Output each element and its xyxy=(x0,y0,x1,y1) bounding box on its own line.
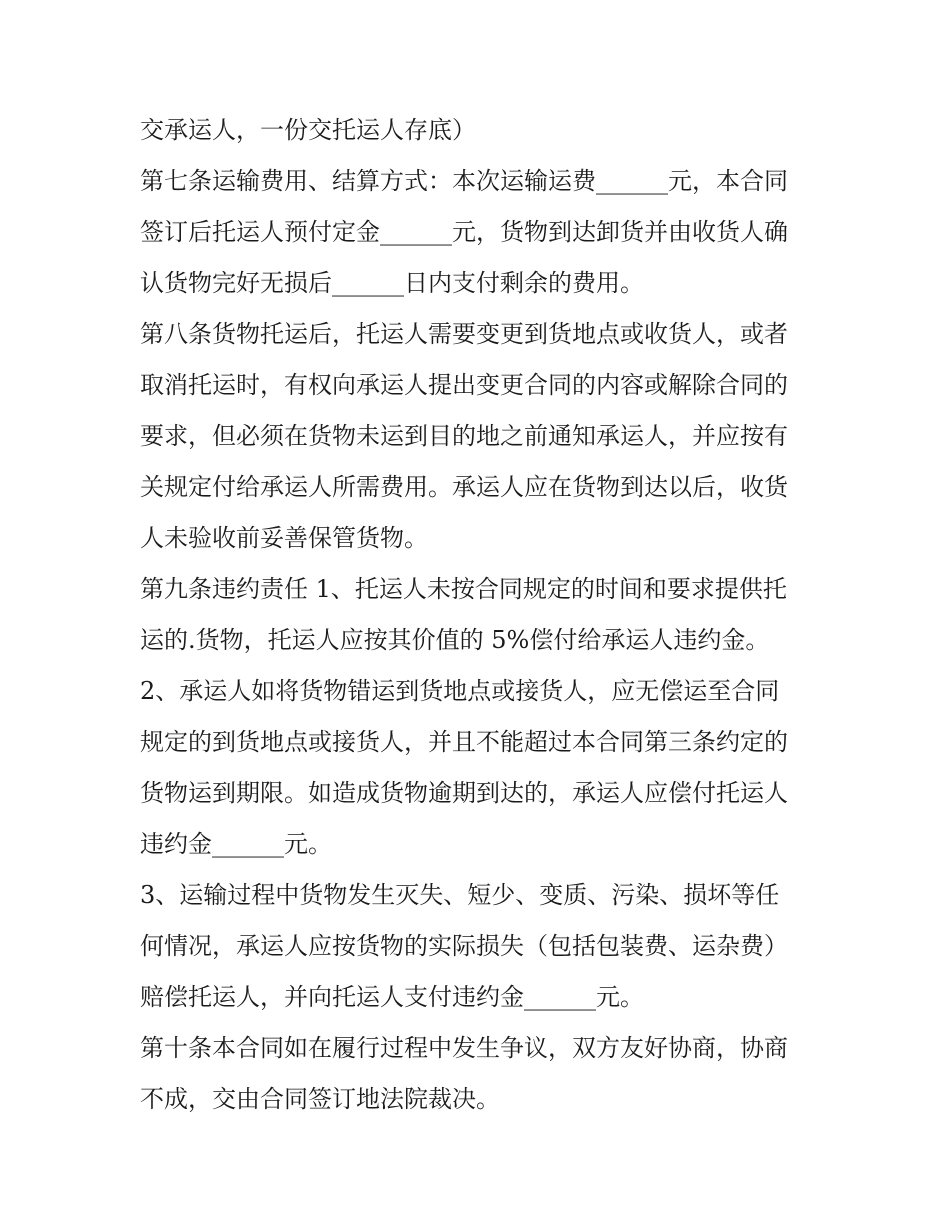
text-line: 3、运输过程中货物发生灭失、短少、变质、污染、损坏等任 xyxy=(140,881,780,909)
text-line: 第十条本合同如在履行过程中发生争议，双方友好协商，协商 xyxy=(140,1034,788,1062)
text-line: 签订后托运人预付定金______元，货物到达卸货并由收货人确 xyxy=(140,218,788,246)
text-line: 运的.货物，托运人应按其价值的 5%偿付给承运人违约金。 xyxy=(140,626,770,654)
text-line: 不成，交由合同签订地法院裁决。 xyxy=(140,1085,500,1113)
contract-text-body xyxy=(140,105,820,1125)
text-line: 规定的到货地点或接货人，并且不能超过本合同第三条约定的 xyxy=(140,728,788,756)
text-line: 第九条违约责任 1、托运人未按合同规定的时间和要求提供托 xyxy=(140,575,787,603)
text-line: 何情况，承运人应按货物的实际损失（包括包装费、运杂费） xyxy=(140,932,788,960)
text-line: 要求，但必须在货物未运到目的地之前通知承运人，并应按有 xyxy=(140,422,788,450)
text-line: 认货物完好无损后______日内支付剩余的费用。 xyxy=(140,269,644,297)
text-line: 第七条运输费用、结算方式：本次运输运费______元，本合同 xyxy=(140,167,788,195)
text-line: 货物运到期限。如造成货物逾期到达的，承运人应偿付托运人 xyxy=(140,779,788,807)
text-line: 赔偿托运人，并向托运人支付违约金______元。 xyxy=(140,983,644,1011)
text-line: 第八条货物托运后，托运人需要变更到货地点或收货人，或者 xyxy=(140,320,788,348)
text-line: 2、承运人如将货物错运到货地点或接货人，应无偿运至合同 xyxy=(140,677,780,705)
text-line: 违约金______元。 xyxy=(140,830,332,858)
text-line: 交承运人，一份交托运人存底） xyxy=(140,116,476,144)
text-line: 取消托运时，有权向承运人提出变更合同的内容或解除合同的 xyxy=(140,371,788,399)
text-line: 人未验收前妥善保管货物。 xyxy=(140,524,428,552)
text-line: 关规定付给承运人所需费用。承运人应在货物到达以后，收货 xyxy=(140,473,788,501)
